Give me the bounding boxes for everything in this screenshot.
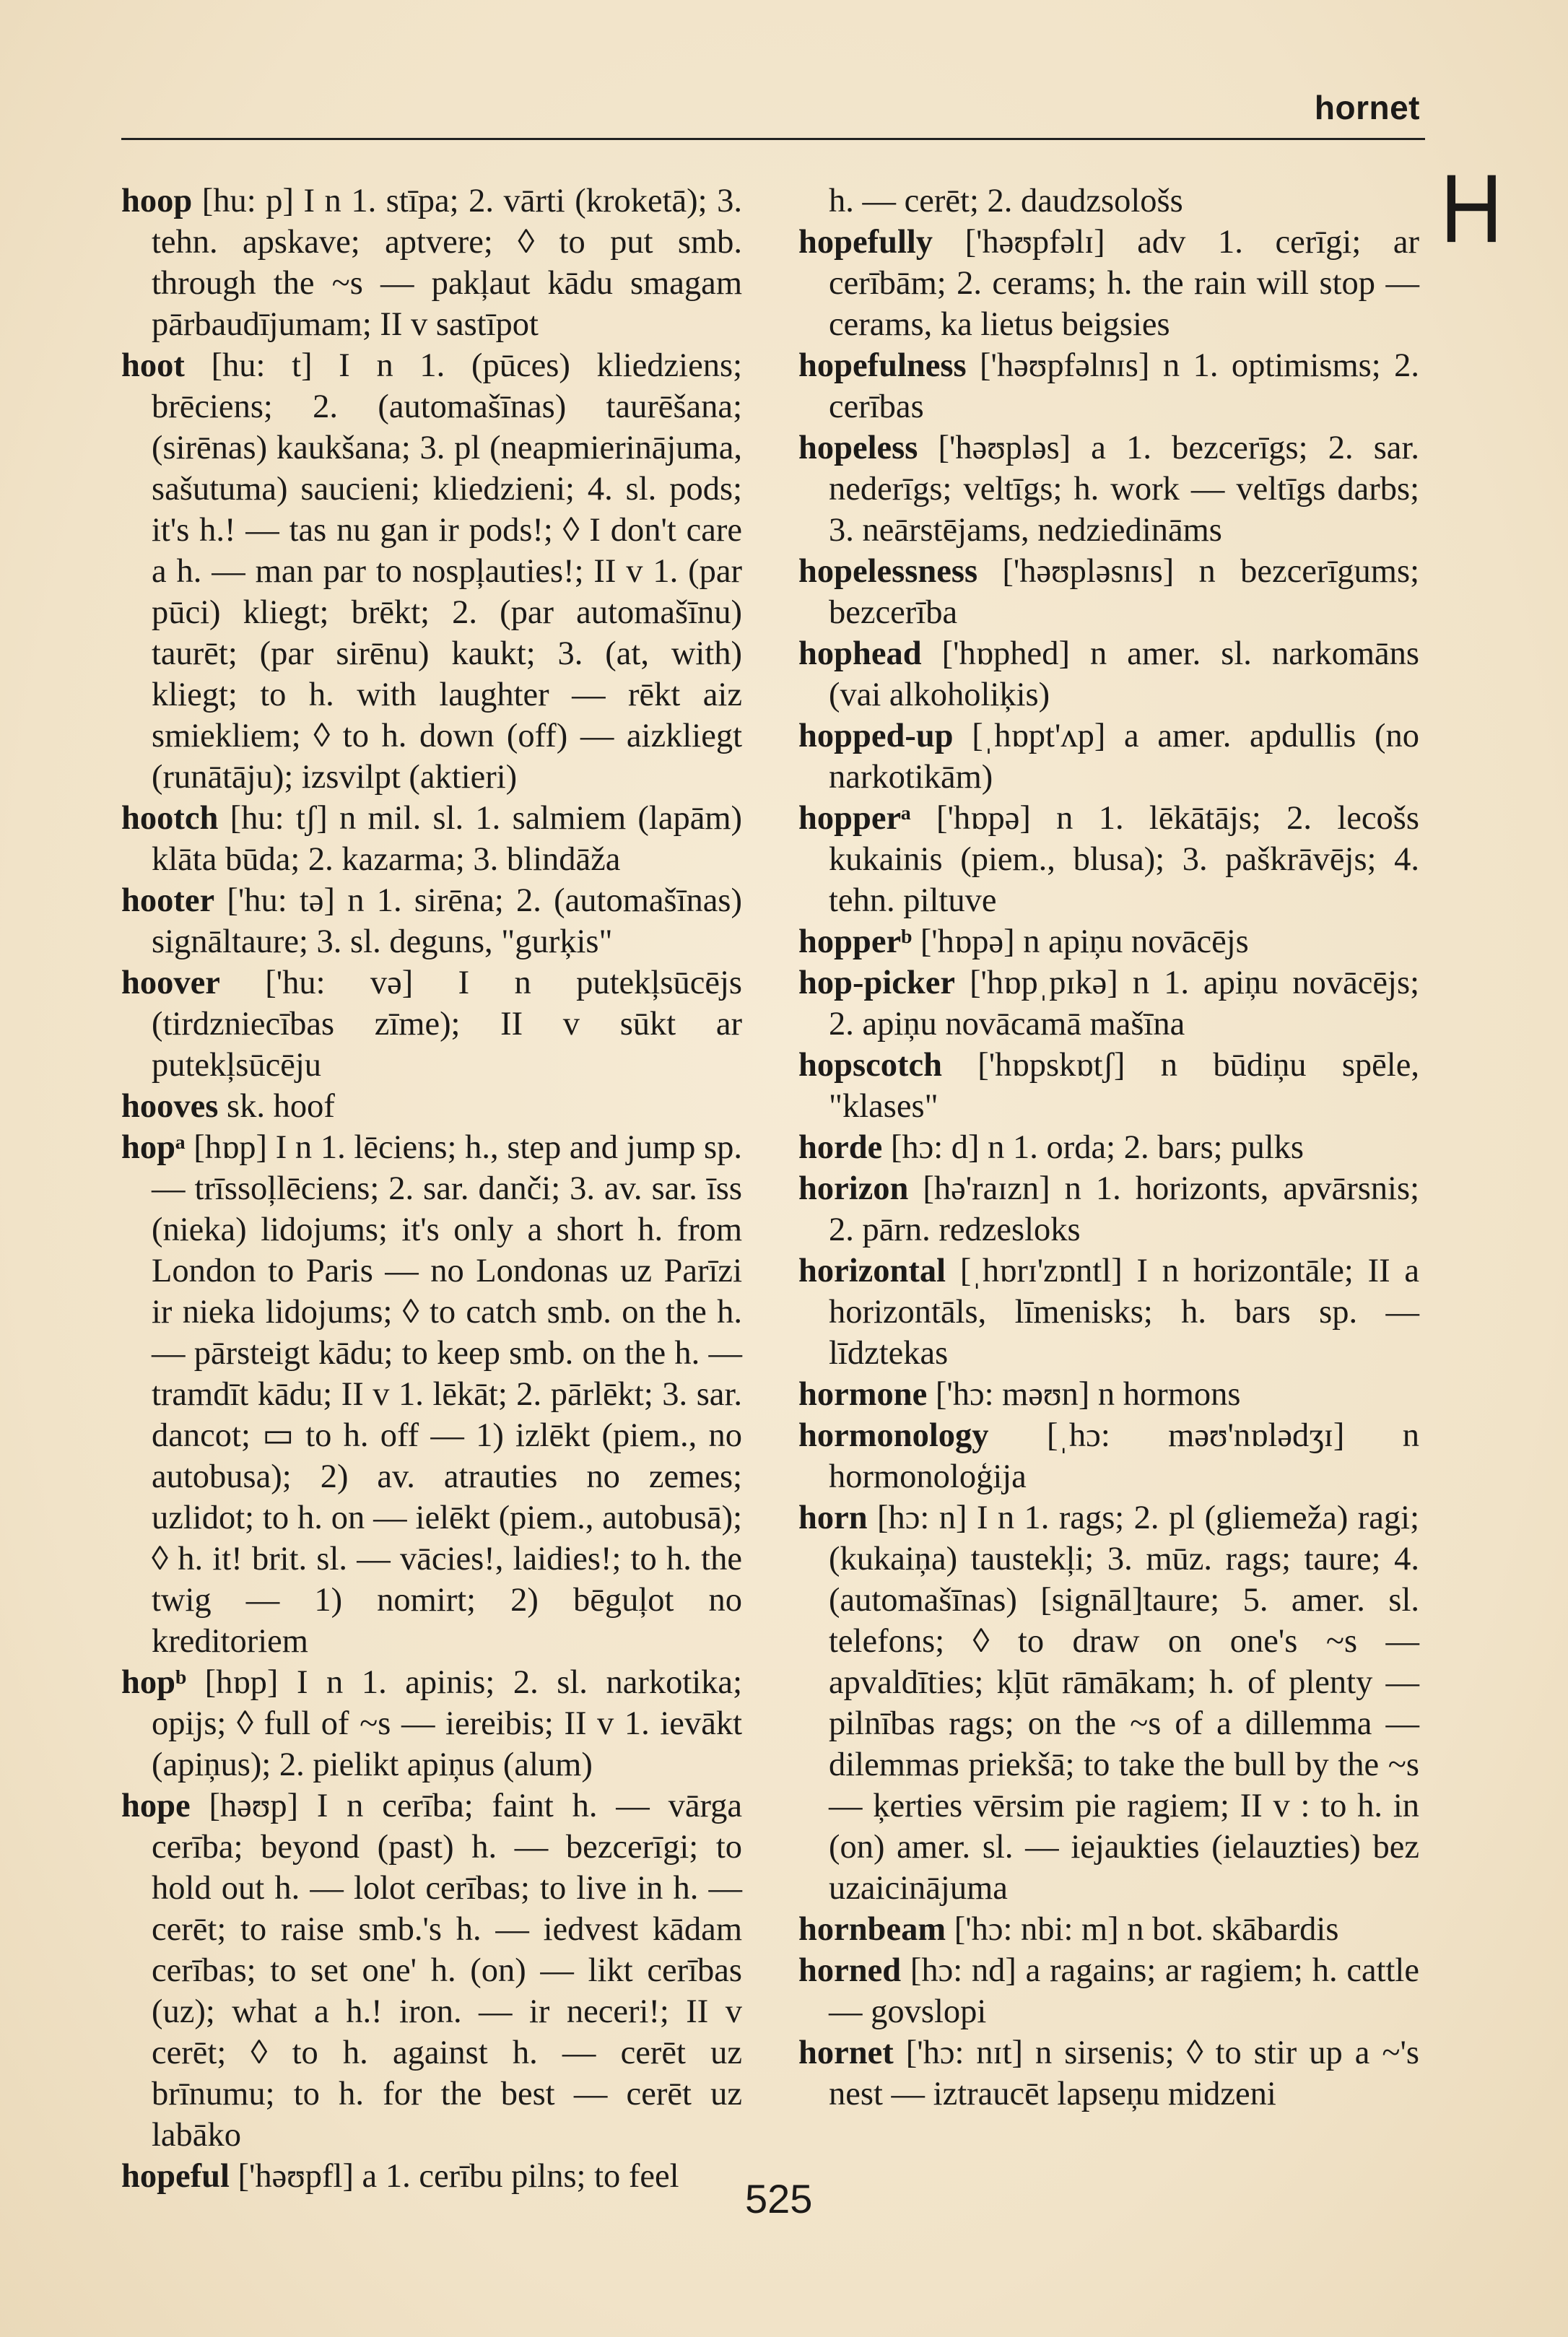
entry-definition: [hə'raɪzn] n 1. horizonts, apvārsnis; 2. pārn. redzesloks <box>829 1170 1419 1248</box>
entry-headword: hoover <box>121 965 220 1001</box>
entry-definition: [hɔ: n] I n 1. rags; 2. pl (gliemeža) ragi; (kukaiņa) taustekļi; 3. mūz. rags; taure; 4. (automašīnas) [signāl]taure; 5. amer. sl. telefons; ◊ to draw on one's ~s — apvaldīties; kļūt rāmākam; h. of plenty — pilnības rags; on the ~s of a dillemma — dilemmas priekšā; to take the bull by the ~s — ķerties vērsim pie ragiem; II v : to h. in (on) amer. sl. — iejaukties (ielauzties) bez uzaicinājuma <box>829 1500 1419 1907</box>
entry-definition: [hu: p] I n 1. stīpa; 2. vārti (kroketā); 3. tehn. apskave; aptvere; ◊ to put smb. through the ~s — pakļaut kādu smagam pārbaudījumam; II v sastīpot <box>152 183 742 343</box>
entry-headword: hopefulness <box>798 347 967 384</box>
entry-headword: hopelessness <box>798 553 978 590</box>
entry-definition: ['hɒpə] n 1. lēkātājs; 2. lecošs kukainis (piem., blusa); 3. paškrāvējs; 4. tehn. piltuve <box>829 800 1419 919</box>
entry-definition: [hɒp] I n 1. apinis; 2. sl. narkotika; opijs; ◊ full of ~s — iereibis; II v 1. ievākt (apiņus); 2. pielikt apiņus (alum) <box>152 1664 742 1783</box>
dictionary-entry <box>121 180 742 345</box>
dictionary-entry <box>121 2156 742 2197</box>
entry-headword: hopped-up <box>798 718 954 754</box>
entry-headword: hornbeam <box>798 1911 946 1948</box>
dictionary-entry <box>798 1127 1419 1168</box>
running-head: hornet <box>1314 89 1420 126</box>
entry-definition: ['hu: tə] n 1. sirēna; 2. (automašīnas) signāltaure; 3. sl. deguns, "gurķis" <box>152 882 742 960</box>
entry-definition: [ˌhɒpt'ʌp] a amer. apdullis (no narkotikām) <box>829 718 1419 796</box>
entry-headword: horde <box>798 1129 883 1166</box>
entry-definition: ['həʊpfl] a 1. cerību pilns; to feel <box>229 2158 679 2195</box>
dictionary-entry <box>121 962 742 1086</box>
entry-headword: hootch <box>121 800 219 837</box>
dictionary-entry <box>798 715 1419 798</box>
entry-headword: horn <box>798 1500 868 1536</box>
dictionary-entry <box>798 921 1419 962</box>
entry-definition: ['həʊpləsnɪs] n bezcerīgums; bezcerība <box>829 553 1419 631</box>
entry-definition: ['hu: və] I n putekļsūcējs (tirdzniecības zīme); II v sūkt ar putekļsūcēju <box>152 965 742 1084</box>
dictionary-entry <box>121 1662 742 1785</box>
entry-definition: ['hɒpə] n apiņu novācējs <box>912 923 1249 960</box>
entry-definition: sk. hoof <box>218 1088 335 1125</box>
entry-definition: ['həʊpfəlɪ] adv 1. cerīgi; ar cerībām; 2. cerams; h. the rain will stop — cerams, ka lietus beigsies <box>829 224 1419 343</box>
dictionary-entry <box>121 1127 742 1662</box>
entry-definition: [hɒp] I n 1. lēciens; h., step and jump sp. — trīssoļlēciens; 2. sar. danči; 3. av. sar. īss (nieka) lidojums; it's only a short h. from London to Paris — no Londonas uz Parīzi ir nieka lidojums; ◊ to catch smb. on the h. — pārsteigt kādu; to keep smb. on the h. — tramdīt kādu; II v 1. lēkāt; 2. pārlēkt; 3. sar. dancot; ▭ to h. off — 1) izlēkt (piem., no autobusa); 2) av. atrauties no zemes; uzlidot; to h. on — ielēkt (piem., autobusā); ◊ h. it! brit. sl. — vācies!, laidies!; to h. the twig — 1) nomirt; 2) bēguļot no kreditoriem <box>152 1129 742 1660</box>
entry-headword: hooves <box>121 1088 219 1125</box>
entry-definition: ['hɒphed] n amer. sl. narkomāns (vai alkoholiķis) <box>829 635 1419 713</box>
entry-definition: ['hɒpskɒtʃ] n būdiņu spēle, "klases" <box>829 1047 1419 1125</box>
entry-headword: hormone <box>798 1376 928 1413</box>
entry-headword: horizon <box>798 1170 909 1207</box>
dictionary-entry <box>798 551 1419 633</box>
entry-headword: hophead <box>798 635 922 672</box>
entry-headword: horizontal <box>798 1253 946 1289</box>
entry-definition: [hu: t] I n 1. (pūces) kliedziens; brēciens; 2. (automašīnas) taurēšana; (sirēnas) kaukšana; 3. pl (neapmierinājuma, sašutuma) saucieni; kliedzieni; 4. sl. pods; it's h.! — tas nu gan ir pods!; ◊ I don't care a h. — man par to nospļauties!; II v 1. (par pūci) kliegt; brēkt; 2. (par automašīnu) taurēt; (par sirēnu) kaukt; 3. (at, with) kliegt; to h. with laughter — rēkt aiz smiekliem; ◊ to h. down (off) — aizkliegt (runātāju); izsvilpt (aktieri) <box>152 347 742 796</box>
entry-definition: [ˌhɒrɪ'zɒntl] I n horizontāle; II a horizontāls, līmenisks; h. bars sp. — līdztekas <box>829 1253 1419 1372</box>
entry-headword: hoop <box>121 183 193 219</box>
entry-headword: hopᵃ <box>121 1129 186 1166</box>
entry-headword: hopperᵃ <box>798 800 911 837</box>
dictionary-entry <box>121 1086 742 1127</box>
right-column <box>798 180 1419 2115</box>
dictionary-entry <box>798 427 1419 551</box>
dictionary-entry <box>798 633 1419 715</box>
dictionary-entry <box>798 1497 1419 1909</box>
page-number: 525 <box>745 2176 813 2221</box>
entry-headword: hop-picker <box>798 965 956 1001</box>
dictionary-entry <box>798 180 1419 222</box>
dictionary-entry <box>798 1374 1419 1415</box>
entry-definition: [ˌhɔ: məʊ'nɒlədʒɪ] n hormonoloģija <box>829 1417 1419 1495</box>
entry-definition: [həʊp] I n cerība; faint h. — vārga cerība; beyond (past) h. — bezcerīgi; to hold out h. — lolot cerības; to live in h. — cerēt; to raise smb.'s h. — iedvest kādam cerības; to set one' h. (on) — likt cerības (uz); what a h.! iron. — ir neceri!; II v cerēt; ◊ to h. against h. — cerēt uz brīnumu; to h. for the best — cerēt uz labāko <box>152 1788 742 2154</box>
dictionary-entry <box>798 962 1419 1045</box>
dictionary-entry <box>798 2032 1419 2115</box>
entry-definition: [hɔ: d] n 1. orda; 2. bars; pulks <box>882 1129 1304 1166</box>
entry-definition: ['hɔ: məʊn] n hormons <box>927 1376 1241 1413</box>
entry-definition: [hɔ: nd] a ragains; ar ragiem; h. cattle — govslopi <box>829 1952 1419 2030</box>
dictionary-entry <box>798 1950 1419 2032</box>
entry-headword: hormonology <box>798 1417 989 1454</box>
entry-definition: ['hɒpˌpɪkə] n 1. apiņu novācējs; 2. apiņu novācamā mašīna <box>829 965 1419 1043</box>
entry-headword: hopefully <box>798 224 933 261</box>
entry-headword: hopeful <box>121 2158 230 2195</box>
dictionary-entry <box>121 1785 742 2156</box>
left-column <box>121 180 742 2197</box>
dictionary-entry <box>798 345 1419 427</box>
entry-definition: [hu: tʃ] n mil. sl. 1. salmiem (lapām) klāta būda; 2. kazarma; 3. blindāža <box>152 800 742 878</box>
entry-headword: hopᵇ <box>121 1664 187 1701</box>
thumb-index-letter: H <box>1440 155 1503 264</box>
entry-headword: hopperᵇ <box>798 923 913 960</box>
entry-definition: ['həʊpləs] a 1. bezcerīgs; 2. sar. nederīgs; veltīgs; h. work — veltīgs darbs; 3. neārstējams, nedziedināms <box>829 430 1419 549</box>
dictionary-entry <box>121 798 742 880</box>
entry-definition: ['hɔ: nbi: m] n bot. skābardis <box>946 1911 1339 1948</box>
entry-headword: hopscotch <box>798 1047 942 1084</box>
dictionary-entry <box>798 1250 1419 1374</box>
dictionary-entry <box>121 345 742 798</box>
entry-definition: ['həʊpfəlnɪs] n 1. optimisms; 2. cerības <box>829 347 1419 425</box>
dictionary-entry <box>798 1168 1419 1250</box>
dictionary-entry <box>798 798 1419 921</box>
entry-definition: h. — cerēt; 2. daudzsološs <box>829 183 1183 219</box>
dictionary-entry <box>798 1045 1419 1127</box>
entry-headword: hoot <box>121 347 185 384</box>
entry-definition: ['hɔ: nɪt] n sirsenis; ◊ to stir up a ~'s nest — iztraucēt lapseņu midzeni <box>829 2034 1419 2112</box>
dictionary-entry <box>798 1415 1419 1497</box>
entry-headword: hope <box>121 1788 191 1824</box>
entry-headword: hopeless <box>798 430 918 466</box>
dictionary-entry <box>798 1909 1419 1950</box>
header-rule <box>121 138 1425 140</box>
dictionary-entry <box>121 880 742 962</box>
entry-headword: horned <box>798 1952 902 1989</box>
dictionary-entry <box>798 222 1419 345</box>
entry-headword: hooter <box>121 882 215 919</box>
entry-headword: hornet <box>798 2034 894 2071</box>
